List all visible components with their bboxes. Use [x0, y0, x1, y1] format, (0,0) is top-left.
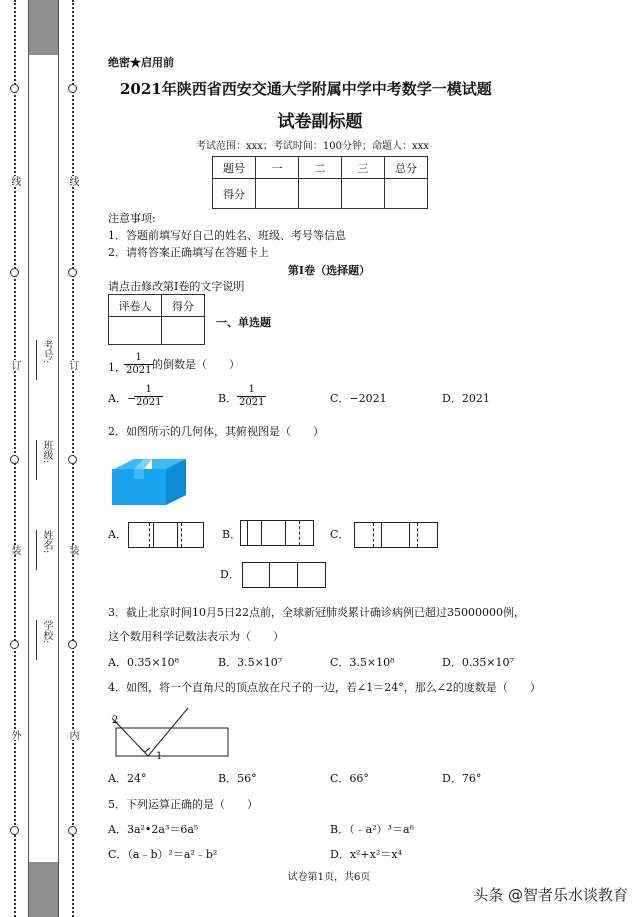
score-cell[interactable] [385, 179, 428, 209]
line-char: 内 [67, 730, 78, 740]
score-row-label: 得分 [213, 179, 256, 209]
confidential-mark: 绝密★启用前 [108, 56, 174, 69]
gray-block-top [28, 0, 58, 55]
q5-text: 5．下列运算正确的是（ ） [108, 798, 258, 811]
class-field[interactable]: 班级: [36, 440, 54, 480]
exam-subtitle: 试卷副标题 [277, 112, 363, 132]
score-header: 总分 [385, 157, 428, 179]
q2-option-b-label[interactable]: B． [222, 528, 242, 541]
section-title: 第I卷（选择题） [287, 264, 371, 277]
ruler-figure [108, 700, 238, 766]
q5-option-b[interactable]: B．（﹣a²）³＝a⁶ [330, 823, 414, 836]
binding-hole [10, 826, 19, 835]
q2-option-a-figure[interactable] [128, 522, 204, 548]
q4-option-d[interactable]: D．76° [442, 772, 482, 785]
binding-hole [10, 455, 19, 464]
notice-item: 1．答题前填写好自己的姓名、班级、考号等信息 [108, 229, 346, 242]
binding-hole [10, 640, 19, 649]
q2-text: 2．如图所示的几何体，其俯视图是（ ） [108, 425, 324, 438]
q1-option-a-sign: − [127, 392, 137, 405]
q2-option-d-figure[interactable] [242, 562, 326, 588]
q4-option-c[interactable]: C．66° [330, 772, 369, 785]
grader-table [108, 294, 205, 345]
line-char: 线 [67, 176, 78, 186]
q2-option-a-label[interactable]: A． [108, 528, 127, 541]
q2-option-c-label[interactable]: C． [330, 528, 350, 541]
exam-title: 2021年陕西省西安交通大学附属中学中考数学一模试题 [120, 80, 492, 98]
q1-fraction-denominator: 2021 [126, 365, 152, 376]
line-char: 订 [67, 360, 78, 370]
q5-option-a[interactable]: A．3a²•2a³＝6a⁵ [108, 823, 199, 836]
line-char: 装 [9, 545, 20, 555]
score-table [212, 156, 428, 209]
q1-option-d[interactable]: D．2021 [442, 392, 490, 405]
section-hint[interactable]: 请点击修改第I卷的文字说明 [108, 280, 245, 293]
part-title: 一、单选题 [216, 316, 271, 329]
name-field[interactable]: 姓名: [36, 530, 54, 570]
grader-header: 得分 [162, 295, 205, 317]
grader-header: 评卷人 [109, 295, 162, 317]
q3-option-d[interactable]: D．0.35×10⁷ [442, 656, 514, 669]
page-footer: 试卷第1页，共6页 [287, 872, 371, 883]
q1-suffix: 的倒数是（ ） [152, 358, 240, 371]
q4-option-a[interactable]: A．24° [108, 772, 147, 785]
q1-option-a-label[interactable]: A． [108, 392, 127, 405]
solid-figure [108, 455, 192, 511]
q3-text-line2: 这个数用科学记数法表示为（ ） [108, 630, 284, 643]
q1-option-b-label[interactable]: B． [218, 392, 238, 405]
score-header: 题号 [213, 157, 256, 179]
q3-option-a[interactable]: A．0.35×10⁸ [108, 656, 180, 669]
school-field[interactable]: 学校: [36, 620, 54, 660]
exam-info: 考试范围：xxx；考试时间：100分钟；命题人：xxx [196, 141, 429, 152]
q1-option-c[interactable]: C．−2021 [330, 392, 387, 405]
q1-fraction-numerator: 1 [124, 352, 153, 365]
q4-text: 4．如图，将一个直角尺的顶点放在尺子的一边，若∠1＝24°，那么∠2的度数是（ ） [108, 681, 541, 694]
q2-option-c-figure[interactable] [354, 522, 438, 548]
score-cell[interactable] [299, 179, 342, 209]
angle-2-label: 2 [112, 715, 119, 726]
exam-number-field[interactable]: 考号: [36, 340, 54, 380]
line-char: 线 [9, 176, 20, 186]
q4-option-b[interactable]: B．56° [218, 772, 257, 785]
q1-fraction [124, 352, 153, 377]
score-cell[interactable] [342, 179, 385, 209]
line-char: 订 [9, 360, 20, 370]
notice-title: 注意事项: [108, 212, 156, 225]
binding-hole [68, 84, 77, 93]
q1-prefix: 1． [108, 361, 126, 374]
watermark: 头条 @智者乐水谈教育 [473, 886, 628, 904]
binding-hole [68, 455, 77, 464]
fraction-denominator: 2021 [136, 397, 162, 408]
line-char: 外 [9, 730, 20, 740]
fraction-numerator: 1 [237, 384, 266, 397]
fraction-denominator: 2021 [239, 397, 265, 408]
binding-hole [68, 826, 77, 835]
score-header: 三 [342, 157, 385, 179]
grader-cell[interactable] [109, 317, 162, 345]
q3-text-line1: 3．截止北京时间10月5日22点前，全球新冠肺炎累计确诊病例已超过35000000例， [108, 606, 525, 619]
q1-option-a-fraction [134, 384, 163, 409]
score-header: 一 [256, 157, 299, 179]
notice-item: 2．请将答案正确填写在答题卡上 [108, 246, 269, 259]
binding-hole [68, 640, 77, 649]
margin-border-right [58, 0, 59, 917]
margin-border-left [28, 0, 29, 917]
q1-option-b-fraction [237, 384, 266, 409]
q5-option-d[interactable]: D．x²+x²＝x⁴ [330, 848, 402, 861]
binding-hole [10, 84, 19, 93]
q2-option-b-figure[interactable] [240, 520, 314, 546]
fraction-numerator: 1 [134, 384, 163, 397]
q2-option-d-label[interactable]: D． [220, 568, 240, 581]
q5-option-c[interactable]: C．（a﹣b）²＝a²﹣b² [108, 848, 218, 861]
score-header: 二 [299, 157, 342, 179]
angle-1-label: 1 [156, 751, 163, 762]
line-char: 装 [67, 545, 78, 555]
score-cell[interactable] [256, 179, 299, 209]
grader-cell[interactable] [162, 317, 205, 345]
q3-option-c[interactable]: C．3.5×10⁸ [330, 656, 395, 669]
q3-option-b[interactable]: B．3.5×10⁷ [218, 656, 283, 669]
